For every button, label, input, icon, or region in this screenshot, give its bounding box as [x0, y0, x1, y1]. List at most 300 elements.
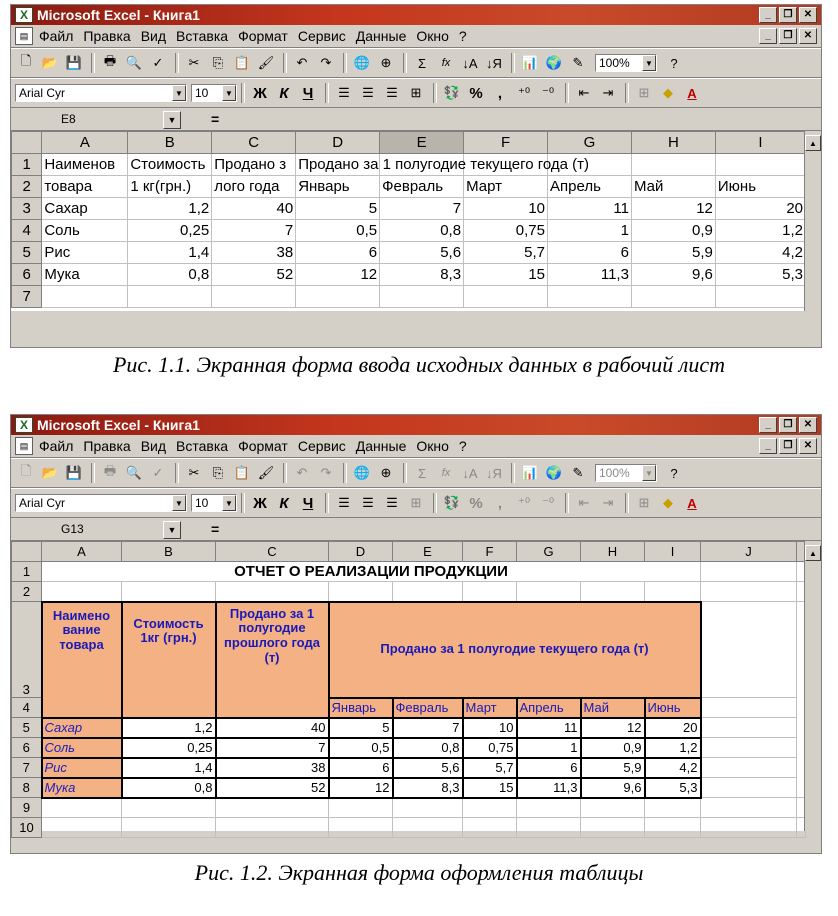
cell[interactable]: 5	[329, 718, 393, 738]
underline-button[interactable]: Ч	[302, 84, 314, 102]
row-header[interactable]: 7	[12, 758, 42, 778]
report-title[interactable]: ОТЧЕТ О РЕАЛИЗАЦИИ ПРОДУКЦИИ	[42, 562, 701, 582]
header-sold-current-year[interactable]: Продано за 1 полугодие текущего года (т)	[329, 602, 701, 698]
column-header[interactable]: D	[296, 132, 380, 154]
align-left-icon[interactable]: ☰	[338, 495, 350, 510]
cell[interactable]	[581, 818, 645, 838]
cell[interactable]	[42, 286, 128, 308]
month-header[interactable]: Январь	[329, 698, 393, 718]
cell[interactable]: 11	[517, 718, 581, 738]
cell[interactable]: 0,9	[581, 738, 645, 758]
cell[interactable]	[122, 798, 216, 818]
doc-close-button[interactable]: ✕	[799, 28, 817, 44]
cell[interactable]: лого года	[212, 176, 296, 198]
header-sold-last-year[interactable]: Продано за 1 полугодие прошлого года (т)	[216, 602, 329, 718]
cell[interactable]	[380, 286, 464, 308]
cell[interactable]: 5,9	[581, 758, 645, 778]
cell[interactable]: 1,2	[645, 738, 701, 758]
cell[interactable]: 5,9	[631, 242, 715, 264]
minimize-button[interactable]: _	[759, 7, 777, 23]
redo-icon[interactable]: ↷	[320, 55, 332, 70]
cell[interactable]: 40	[212, 198, 296, 220]
menu-file[interactable]: Файл	[39, 438, 74, 454]
header-product-name[interactable]: Наимено вание товара	[42, 602, 122, 718]
cell[interactable]: Сахар	[42, 198, 128, 220]
cell[interactable]: 7	[393, 718, 463, 738]
row-header[interactable]: 8	[12, 778, 42, 798]
cell[interactable]: 5,3	[645, 778, 701, 798]
cell[interactable]	[393, 582, 463, 602]
cell[interactable]	[631, 154, 715, 176]
cell[interactable]: 1,2	[715, 220, 805, 242]
cell[interactable]	[329, 798, 393, 818]
cell[interactable]: 0,5	[329, 738, 393, 758]
row-header[interactable]: 4	[12, 220, 42, 242]
autosum-button[interactable]: Σ	[417, 55, 427, 71]
align-left-icon[interactable]: ☰	[338, 85, 350, 100]
vertical-scrollbar[interactable]	[804, 131, 821, 311]
scroll-up-icon[interactable]: ▲	[805, 135, 821, 151]
doc-close-button[interactable]: ✕	[799, 438, 817, 454]
doc-minimize-button[interactable]: _	[759, 438, 777, 454]
row-header[interactable]: 7	[12, 286, 42, 308]
cell[interactable]: 7	[216, 738, 329, 758]
column-header[interactable]: J	[701, 542, 797, 562]
cell[interactable]: 38	[216, 758, 329, 778]
chevron-down-icon[interactable]: ▼	[642, 55, 656, 71]
minimize-button[interactable]: _	[759, 417, 777, 433]
hyperlink-icon[interactable]: 🌐	[353, 55, 371, 70]
copy-icon[interactable]: ⎘	[212, 55, 224, 70]
cell[interactable]: 15	[464, 264, 548, 286]
cell[interactable]: 9,6	[581, 778, 645, 798]
cell[interactable]	[128, 286, 212, 308]
cell[interactable]: 11	[548, 198, 632, 220]
cell[interactable]: 8,3	[393, 778, 463, 798]
currency-icon[interactable]: 💱	[443, 85, 461, 100]
save-icon[interactable]: 💾	[65, 55, 83, 70]
open-icon[interactable]: 📂	[41, 55, 59, 70]
menu-insert[interactable]: Вставка	[176, 438, 229, 454]
cell[interactable]: 0,9	[631, 220, 715, 242]
cell[interactable]: 10	[463, 718, 517, 738]
copy-icon[interactable]: ⎘	[212, 465, 224, 480]
cell[interactable]: 0,8	[380, 220, 464, 242]
cell[interactable]: 38	[212, 242, 296, 264]
cell[interactable]: Май	[631, 176, 715, 198]
chevron-down-icon[interactable]: ▼	[642, 465, 656, 481]
cell[interactable]	[701, 562, 797, 582]
column-header[interactable]: C	[212, 132, 296, 154]
month-header[interactable]: Апрель	[517, 698, 581, 718]
name-box[interactable]	[31, 520, 177, 538]
spelling-icon[interactable]: ✓	[152, 55, 164, 70]
cell[interactable]	[122, 818, 216, 838]
row-header[interactable]: 3	[12, 602, 42, 698]
month-header[interactable]: Март	[463, 698, 517, 718]
paste-icon[interactable]: 📋	[233, 465, 251, 480]
redo-icon[interactable]: ↷	[320, 465, 332, 480]
font-name-select[interactable]	[15, 494, 187, 512]
print-icon[interactable]: 🖶	[103, 463, 117, 478]
cell[interactable]	[329, 582, 393, 602]
month-header[interactable]: Май	[581, 698, 645, 718]
cell[interactable]	[701, 758, 797, 778]
new-icon[interactable]: 🗋	[20, 463, 32, 478]
chevron-down-icon[interactable]: ▼	[172, 495, 186, 511]
cell[interactable]: Мука	[42, 264, 128, 286]
currency-icon[interactable]: 💱	[443, 495, 461, 510]
sort-ascending-icon[interactable]: ↓A	[462, 465, 478, 481]
menu-view[interactable]: Вид	[140, 438, 167, 454]
row-header[interactable]: 10	[12, 818, 42, 838]
scroll-up-icon[interactable]: ▲	[805, 545, 821, 561]
cell[interactable]: 12	[631, 198, 715, 220]
fill-color-icon[interactable]: ◆	[663, 495, 673, 510]
cell[interactable]	[216, 798, 329, 818]
cell[interactable]	[296, 286, 380, 308]
cell[interactable]	[42, 582, 122, 602]
font-color-icon[interactable]: A	[687, 495, 697, 511]
column-header[interactable]: G	[517, 542, 581, 562]
chevron-down-icon[interactable]: ▼	[222, 85, 236, 101]
column-header[interactable]: G	[548, 132, 632, 154]
chart-wizard-icon[interactable]: 📊	[521, 55, 539, 70]
row-header[interactable]: 5	[12, 718, 42, 738]
column-header[interactable]: B	[128, 132, 212, 154]
cell[interactable]: Июнь	[715, 176, 805, 198]
sort-ascending-icon[interactable]: ↓A	[462, 55, 478, 71]
decrease-indent-icon[interactable]: ⇤	[578, 495, 590, 510]
cell[interactable]	[631, 286, 715, 308]
restore-button[interactable]: ❐	[779, 7, 797, 23]
column-header[interactable]: I	[715, 132, 805, 154]
row-header[interactable]: 2	[12, 176, 42, 198]
cell[interactable]	[701, 582, 797, 602]
cell[interactable]: Продано за 1 полугодие текущего года (т)	[296, 154, 380, 176]
cell[interactable]	[464, 286, 548, 308]
cell[interactable]	[645, 582, 701, 602]
align-right-icon[interactable]: ☰	[386, 495, 398, 510]
cell[interactable]: Сахар	[42, 718, 122, 738]
cell[interactable]: 0,8	[128, 264, 212, 286]
name-box[interactable]	[31, 110, 177, 128]
cell[interactable]: Рис	[42, 242, 128, 264]
cell[interactable]: Рис	[42, 758, 122, 778]
align-right-icon[interactable]: ☰	[386, 85, 398, 100]
column-header[interactable]: A	[42, 132, 128, 154]
cell[interactable]: 52	[212, 264, 296, 286]
column-header[interactable]: E	[393, 542, 463, 562]
chevron-down-icon[interactable]: ▼	[163, 111, 181, 129]
month-header[interactable]: Июнь	[645, 698, 701, 718]
cell[interactable]	[463, 582, 517, 602]
cut-icon[interactable]: ✂	[188, 55, 200, 70]
fill-color-icon[interactable]: ◆	[663, 85, 673, 100]
italic-button[interactable]: К	[279, 494, 289, 512]
menu-format[interactable]: Формат	[238, 438, 288, 454]
cell[interactable]	[701, 602, 797, 698]
column-header[interactable]: C	[216, 542, 329, 562]
print-preview-icon[interactable]: 🔍	[125, 55, 143, 70]
italic-button[interactable]: К	[279, 84, 289, 102]
chevron-down-icon[interactable]: ▼	[172, 85, 186, 101]
cell[interactable]: 0,8	[122, 778, 216, 798]
cell[interactable]: 5,7	[464, 242, 548, 264]
save-icon[interactable]: 💾	[65, 465, 83, 480]
cell[interactable]	[715, 286, 805, 308]
cell[interactable]: 1,4	[122, 758, 216, 778]
cell[interactable]: 6	[548, 242, 632, 264]
underline-button[interactable]: Ч	[302, 494, 314, 512]
zoom-select[interactable]	[595, 54, 657, 72]
menu-edit[interactable]: Правка	[83, 438, 131, 454]
cell[interactable]: 20	[715, 198, 805, 220]
cell[interactable]	[517, 818, 581, 838]
cell[interactable]	[216, 818, 329, 838]
formula-equals[interactable]: =	[211, 111, 220, 127]
header-price[interactable]: Стоимость 1кг (грн.)	[122, 602, 216, 718]
decrease-decimal-icon[interactable]: ⁻⁰	[541, 85, 555, 100]
cell[interactable]: 7	[380, 198, 464, 220]
cell[interactable]: Мука	[42, 778, 122, 798]
row-header[interactable]: 9	[12, 798, 42, 818]
cell[interactable]: 6	[296, 242, 380, 264]
cell[interactable]: Наименов	[42, 154, 128, 176]
comma-button[interactable]: ,	[497, 494, 503, 512]
doc-restore-button[interactable]: ❐	[779, 28, 797, 44]
cell[interactable]: 6	[329, 758, 393, 778]
cell[interactable]: 0,75	[463, 738, 517, 758]
sort-descending-icon[interactable]: ↓Я	[486, 55, 502, 71]
row-header[interactable]: 5	[12, 242, 42, 264]
column-header[interactable]: F	[464, 132, 548, 154]
drawing-icon[interactable]: ✎	[572, 465, 584, 480]
cell[interactable]: 52	[216, 778, 329, 798]
column-header[interactable]: E	[380, 132, 464, 154]
function-button[interactable]: fx	[441, 57, 451, 69]
cell[interactable]: Соль	[42, 738, 122, 758]
cell[interactable]	[701, 718, 797, 738]
cell[interactable]	[701, 818, 797, 838]
cell[interactable]	[701, 738, 797, 758]
vertical-scrollbar[interactable]	[804, 541, 821, 831]
formula-equals[interactable]: =	[211, 521, 220, 537]
cell[interactable]: 1,4	[128, 242, 212, 264]
menu-tools[interactable]: Сервис	[297, 438, 346, 454]
merge-center-icon[interactable]: ⊞	[410, 85, 422, 100]
cell[interactable]: 1 кг(грн.)	[128, 176, 212, 198]
bold-button[interactable]: Ж	[253, 84, 267, 102]
cell[interactable]	[42, 818, 122, 838]
doc-restore-button[interactable]: ❐	[779, 438, 797, 454]
function-button[interactable]: fx	[441, 467, 451, 479]
menu-edit[interactable]: Правка	[83, 28, 131, 44]
drawing-icon[interactable]: ✎	[572, 55, 584, 70]
format-painter-icon[interactable]: 🖌	[257, 465, 275, 480]
cell[interactable]: 4,2	[715, 242, 805, 264]
cell[interactable]: Январь	[296, 176, 380, 198]
cell[interactable]	[393, 818, 463, 838]
cell[interactable]: 7	[212, 220, 296, 242]
cell[interactable]: 6	[517, 758, 581, 778]
cell[interactable]	[701, 778, 797, 798]
cell[interactable]: товара	[42, 176, 128, 198]
menu-window[interactable]: Окно	[416, 28, 449, 44]
cell[interactable]: Стоимость	[128, 154, 212, 176]
menu-view[interactable]: Вид	[140, 28, 167, 44]
web-toolbar-icon[interactable]: ⊕	[380, 465, 392, 480]
cell[interactable]: Апрель	[548, 176, 632, 198]
row-header[interactable]: 3	[12, 198, 42, 220]
align-center-icon[interactable]: ☰	[362, 495, 374, 510]
help-icon[interactable]: ?	[670, 55, 678, 71]
map-icon[interactable]: 🌍	[545, 465, 563, 480]
comma-button[interactable]: ,	[497, 84, 503, 102]
cell[interactable]	[463, 798, 517, 818]
menu-format[interactable]: Формат	[238, 28, 288, 44]
undo-icon[interactable]: ↶	[296, 55, 308, 70]
cell[interactable]: 1	[548, 220, 632, 242]
row-header[interactable]: 2	[12, 582, 42, 602]
row-header[interactable]: 1	[12, 154, 42, 176]
cell[interactable]: 40	[216, 718, 329, 738]
cell[interactable]	[645, 818, 701, 838]
cell[interactable]: 5,7	[463, 758, 517, 778]
row-header[interactable]: 6	[12, 264, 42, 286]
help-icon[interactable]: ?	[670, 465, 678, 481]
cell[interactable]	[645, 798, 701, 818]
select-all-corner[interactable]	[12, 542, 42, 562]
month-header[interactable]: Февраль	[393, 698, 463, 718]
cell[interactable]: 5,3	[715, 264, 805, 286]
cell[interactable]: 5,6	[393, 758, 463, 778]
cell[interactable]: 15	[463, 778, 517, 798]
cell[interactable]	[216, 582, 329, 602]
map-icon[interactable]: 🌍	[545, 55, 563, 70]
cell[interactable]: 11,3	[548, 264, 632, 286]
decrease-decimal-icon[interactable]: ⁻⁰	[541, 495, 555, 510]
cell[interactable]	[122, 582, 216, 602]
cell[interactable]	[701, 698, 797, 718]
column-header[interactable]: B	[122, 542, 216, 562]
doc-minimize-button[interactable]: _	[759, 28, 777, 44]
cell[interactable]: 1	[517, 738, 581, 758]
paste-icon[interactable]: 📋	[233, 55, 251, 70]
format-painter-icon[interactable]: 🖌	[257, 55, 275, 70]
menu-tools[interactable]: Сервис	[297, 28, 346, 44]
cell[interactable]	[393, 798, 463, 818]
cell[interactable]: 11,3	[517, 778, 581, 798]
cell[interactable]: 10	[464, 198, 548, 220]
column-header[interactable]: I	[645, 542, 701, 562]
chart-wizard-icon[interactable]: 📊	[521, 465, 539, 480]
new-icon[interactable]: 🗋	[20, 53, 32, 68]
increase-indent-icon[interactable]: ⇥	[602, 495, 614, 510]
cell[interactable]: 1,2	[128, 198, 212, 220]
menu-data[interactable]: Данные	[355, 28, 407, 44]
cell[interactable]: Продано з	[212, 154, 296, 176]
cell[interactable]: 1,2	[122, 718, 216, 738]
cell[interactable]: 5	[296, 198, 380, 220]
cell[interactable]: 0,25	[128, 220, 212, 242]
column-header[interactable]: A	[42, 542, 122, 562]
cell[interactable]: 0,75	[464, 220, 548, 242]
cell[interactable]: 9,6	[631, 264, 715, 286]
font-size-select[interactable]	[191, 84, 237, 102]
increase-decimal-icon[interactable]: ⁺⁰	[517, 495, 531, 510]
document-icon[interactable]: ▤	[15, 27, 33, 45]
cell[interactable]: 4,2	[645, 758, 701, 778]
font-color-icon[interactable]: A	[687, 85, 697, 101]
cell[interactable]	[42, 798, 122, 818]
cell[interactable]: Март	[464, 176, 548, 198]
column-header[interactable]: H	[581, 542, 645, 562]
zoom-select[interactable]	[595, 464, 657, 482]
menu-help[interactable]: ?	[458, 438, 467, 454]
align-center-icon[interactable]: ☰	[362, 85, 374, 100]
cell[interactable]: 0,8	[393, 738, 463, 758]
menu-insert[interactable]: Вставка	[176, 28, 229, 44]
cell[interactable]: 12	[296, 264, 380, 286]
cell[interactable]	[715, 154, 805, 176]
percent-button[interactable]: %	[469, 494, 483, 512]
restore-button[interactable]: ❐	[779, 417, 797, 433]
cut-icon[interactable]: ✂	[188, 465, 200, 480]
close-button[interactable]: ✕	[799, 7, 817, 23]
cell[interactable]: 12	[581, 718, 645, 738]
cell[interactable]	[701, 798, 797, 818]
row-header[interactable]: 1	[12, 562, 42, 582]
column-header[interactable]: D	[329, 542, 393, 562]
cell[interactable]	[212, 286, 296, 308]
print-preview-icon[interactable]: 🔍	[125, 465, 143, 480]
spelling-icon[interactable]: ✓	[152, 465, 164, 480]
font-size-select[interactable]	[191, 494, 237, 512]
chevron-down-icon[interactable]: ▼	[163, 521, 181, 539]
cell[interactable]: 0,25	[122, 738, 216, 758]
sort-descending-icon[interactable]: ↓Я	[486, 465, 502, 481]
font-name-select[interactable]	[15, 84, 187, 102]
column-header[interactable]: H	[631, 132, 715, 154]
cell[interactable]: 12	[329, 778, 393, 798]
decrease-indent-icon[interactable]: ⇤	[578, 85, 590, 100]
percent-button[interactable]: %	[469, 84, 483, 102]
cell[interactable]	[517, 798, 581, 818]
cell[interactable]	[463, 818, 517, 838]
undo-icon[interactable]: ↶	[296, 465, 308, 480]
row-header[interactable]: 6	[12, 738, 42, 758]
print-icon[interactable]: 🖶	[103, 53, 117, 68]
row-header[interactable]: 4	[12, 698, 42, 718]
close-button[interactable]: ✕	[799, 417, 817, 433]
cell[interactable]	[517, 582, 581, 602]
web-toolbar-icon[interactable]: ⊕	[380, 55, 392, 70]
document-icon[interactable]: ▤	[15, 437, 33, 455]
hyperlink-icon[interactable]: 🌐	[353, 465, 371, 480]
menu-file[interactable]: Файл	[39, 28, 74, 44]
cell[interactable]	[581, 582, 645, 602]
cell[interactable]	[548, 286, 632, 308]
menu-data[interactable]: Данные	[355, 438, 407, 454]
cell[interactable]	[581, 798, 645, 818]
cell[interactable]: 20	[645, 718, 701, 738]
menu-help[interactable]: ?	[458, 28, 467, 44]
column-header[interactable]: F	[463, 542, 517, 562]
select-all-corner[interactable]	[12, 132, 42, 154]
menu-window[interactable]: Окно	[416, 438, 449, 454]
borders-icon[interactable]: ⊞	[638, 495, 650, 510]
